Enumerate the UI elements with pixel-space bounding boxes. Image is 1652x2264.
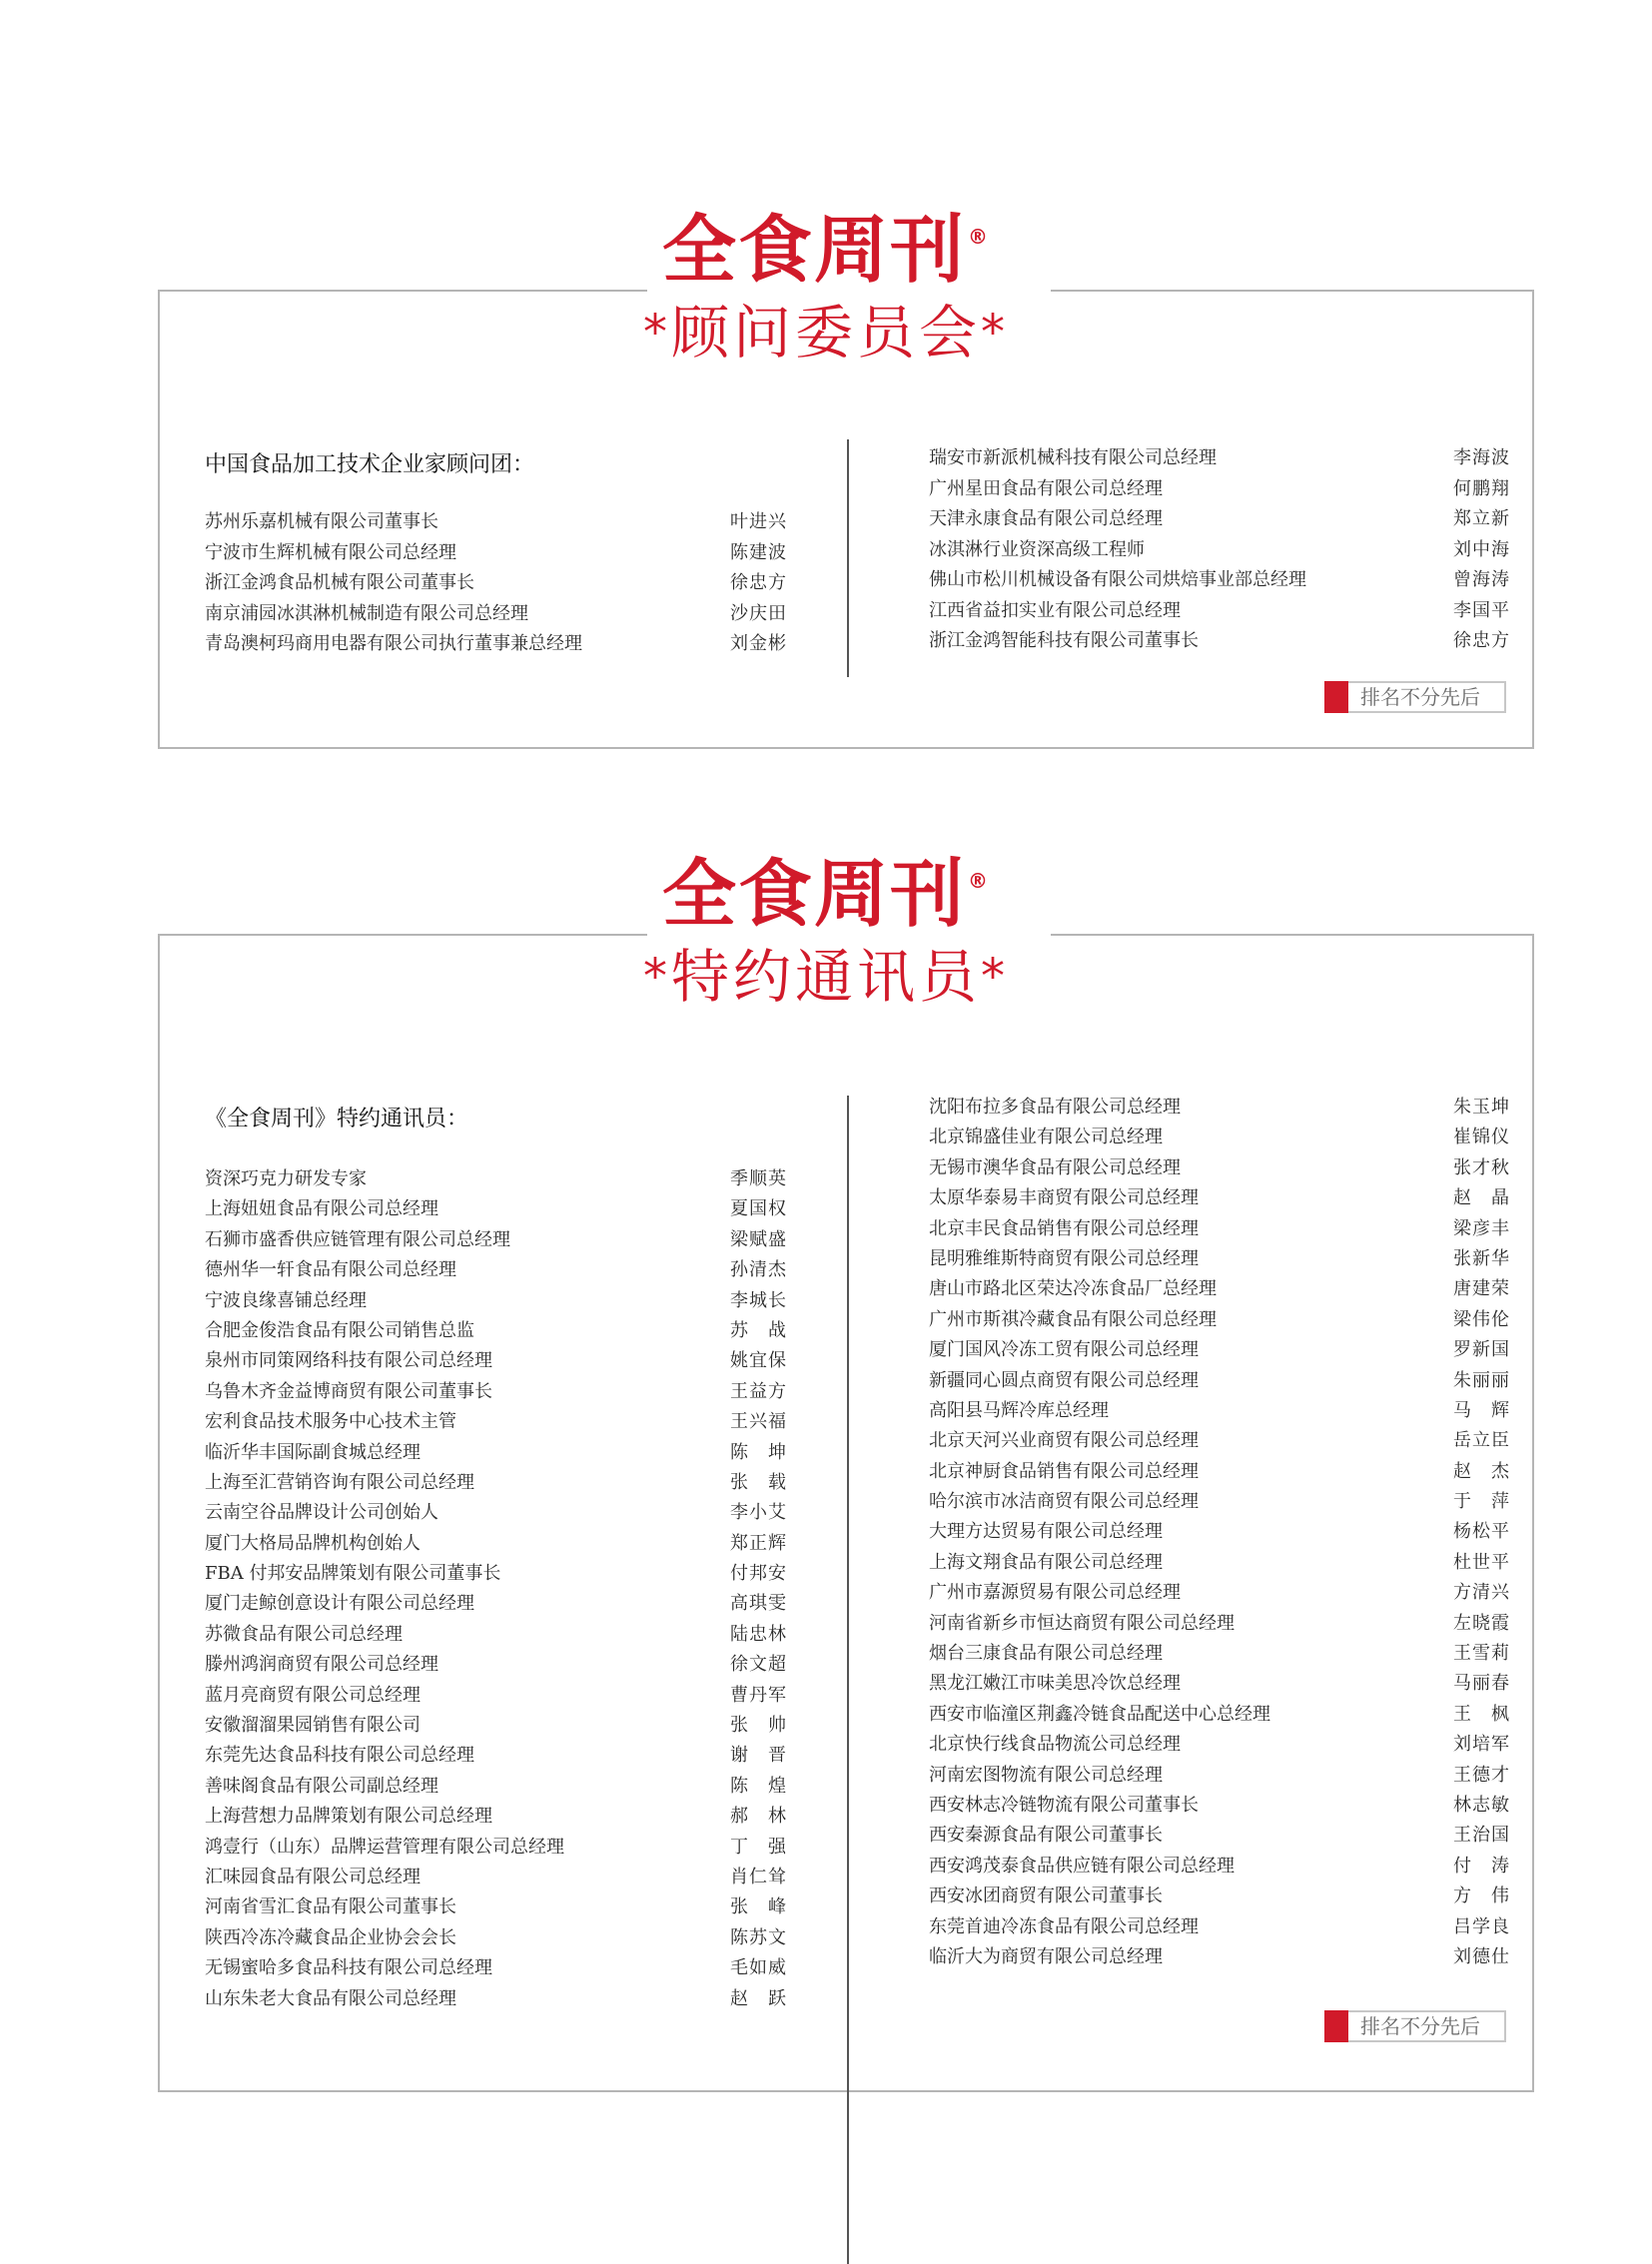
list-item [929,1730,1510,1760]
list-item [205,1225,787,1255]
list-item [205,1650,787,1680]
member-name: 季顺英 [730,1168,787,1189]
member-name: 李小艾 [730,1502,787,1524]
member-organization: 无锡蜜哈多食品科技有限公司总经理 [205,1957,492,1979]
member-organization: 沈阳布拉多食品有限公司总经理 [929,1097,1181,1118]
member-name: 罗新国 [1453,1339,1510,1361]
list-item [205,1164,787,1194]
member-organization: 滕州鸿润商贸有限公司总经理 [205,1654,438,1676]
member-organization: 上海营想力品牌策划有限公司总经理 [205,1806,492,1828]
member-list-right [929,443,1510,657]
list-item [205,1620,787,1650]
member-organization: 西安秦源食品有限公司董事长 [929,1825,1163,1847]
list-item [205,1953,787,1983]
star-icon: * [981,305,1009,361]
member-name: 付邦安 [730,1563,787,1585]
member-organization: 陕西冷冻冷藏食品企业协会会长 [205,1926,456,1948]
section-subtitle: *顾问委员会* [642,299,1009,367]
list-item [205,568,787,599]
member-name: 徐文超 [730,1654,787,1676]
list-item [205,1498,787,1528]
list-item [929,1761,1510,1791]
member-organization: 鸿壹行（山东）品牌运营管理有限公司总经理 [205,1836,564,1858]
member-name: 王益方 [730,1380,787,1402]
member-organization: 南京浦园冰淇淋机械制造有限公司总经理 [205,602,528,624]
registered-mark: ® [968,869,990,893]
member-name: 杜世平 [1453,1551,1510,1573]
member-organization: 安徽溜溜果园销售有限公司 [205,1715,420,1737]
list-item [929,565,1510,596]
brand-logo: 全食周刊 ® [662,851,990,938]
list-item [929,1335,1510,1365]
list-item [205,1923,787,1953]
member-organization: 昆明雅维斯特商贸有限公司总经理 [929,1247,1199,1269]
list-item [929,1639,1510,1669]
member-name: 张 帅 [730,1715,787,1737]
member-name: 崔锦仪 [1453,1127,1510,1148]
list-item [205,1407,787,1437]
list-item [205,1194,787,1224]
member-name: 郝 林 [730,1806,787,1828]
list-item [929,1852,1510,1882]
ranking-note-badge: 排名不分先后 [1324,681,1506,713]
list-item [929,1669,1510,1699]
member-name: 高琪雯 [730,1593,787,1615]
member-name: 曹丹军 [730,1684,787,1706]
member-organization: 蓝月亮商贸有限公司总经理 [205,1684,420,1706]
list-item [929,1821,1510,1851]
member-organization: 北京快行线食品物流公司总经理 [929,1734,1181,1756]
member-organization: 东莞首迪冷冻食品有限公司总经理 [929,1915,1199,1937]
list-item [205,507,787,538]
member-name: 杨松平 [1453,1521,1510,1543]
list-item [205,1468,787,1498]
group-title: 《全食周刊》特约通讯员： [205,1107,469,1132]
member-name: 赵 晶 [1453,1187,1510,1209]
member-name: 刘培军 [1453,1734,1510,1756]
group-title: 中国食品加工技术企业家顾问团： [205,452,535,477]
member-organization: 广州市嘉源贸易有限公司总经理 [929,1582,1181,1604]
member-name: 肖仁耸 [730,1866,787,1887]
list-item [929,1244,1510,1274]
member-name: 王德才 [1453,1764,1510,1786]
member-organization: 北京天河兴业商贸有限公司总经理 [929,1430,1199,1452]
member-organization: 北京丰民食品销售有限公司总经理 [929,1217,1199,1239]
list-item [929,1457,1510,1487]
member-organization: 泉州市同策网络科技有限公司总经理 [205,1350,492,1372]
list-item [929,1882,1510,1911]
star-icon: * [642,949,671,1005]
member-name: 王治国 [1453,1825,1510,1847]
member-name: 方清兴 [1453,1582,1510,1604]
list-item [929,474,1510,505]
member-organization: 北京神厨食品销售有限公司总经理 [929,1460,1199,1482]
member-organization: 青岛澳柯玛商用电器有限公司执行董事兼总经理 [205,633,582,654]
advisory-committee-section [0,190,1652,749]
list-item [205,538,787,569]
member-organization: 浙江金鸿食品机械有限公司董事长 [205,572,474,593]
member-organization: 唐山市路北区荣达冷冻食品厂总经理 [929,1278,1217,1300]
star-icon: * [981,949,1009,1005]
list-item [929,1305,1510,1335]
list-item [205,1559,787,1589]
list-item [205,1741,787,1771]
brand-logo: 全食周刊 ® [662,207,990,294]
list-item [205,1833,787,1863]
member-organization: 宁波市生辉机械有限公司总经理 [205,541,456,563]
member-name: 徐忠方 [1453,630,1510,651]
member-name: 何鹏翔 [1453,477,1510,499]
member-name: 梁赋盛 [730,1228,787,1250]
list-item [929,1578,1510,1608]
list-item [205,1681,787,1711]
member-name: 李海波 [1453,447,1510,468]
member-name: 孙清杰 [730,1259,787,1281]
member-organization: 厦门走鲸创意设计有限公司总经理 [205,1593,474,1615]
list-item [205,1316,787,1346]
member-organization: 云南空谷品牌设计公司创始人 [205,1502,438,1524]
member-organization: 江西省益扣实业有限公司总经理 [929,599,1181,621]
red-bar [1324,2010,1348,2042]
list-item [205,1529,787,1559]
list-item [205,1711,787,1741]
member-organization: 河南省新乡市恒达商贸有限公司总经理 [929,1612,1235,1634]
ranking-note-badge: 排名不分先后 [1324,2010,1506,2042]
member-organization: 临沂华丰国际副食城总经理 [205,1441,420,1463]
member-organization: 乌鲁木齐金益博商贸有限公司董事长 [205,1380,492,1402]
list-item [205,1286,787,1316]
member-name: 沙庆田 [730,602,787,624]
member-name: 毛如威 [730,1957,787,1979]
member-organization: 广州市斯祺冷藏食品有限公司总经理 [929,1308,1217,1330]
list-item [929,1517,1510,1547]
member-name: 刘中海 [1453,538,1510,560]
member-organization: 上海文翔食品有限公司总经理 [929,1551,1163,1573]
member-name: 王兴福 [730,1411,787,1433]
member-name: 张才秋 [1453,1156,1510,1178]
list-item [929,626,1510,657]
member-name: 谢 晋 [730,1745,787,1767]
list-item [929,1609,1510,1639]
member-organization: 天津永康食品有限公司总经理 [929,508,1163,529]
member-organization: 善味阁食品有限公司副总经理 [205,1775,438,1797]
list-item [205,1255,787,1285]
member-organization: 山东朱老大食品有限公司总经理 [205,1987,456,2009]
member-name: 左晓霞 [1453,1612,1510,1634]
member-name: 朱玉坤 [1453,1097,1510,1118]
list-item [929,1214,1510,1244]
list-item [205,1772,787,1802]
member-organization: 黑龙江嫩江市味美思冷饮总经理 [929,1673,1181,1695]
member-organization: 上海至汇营销咨询有限公司总经理 [205,1471,474,1493]
registered-mark: ® [968,225,990,249]
list-item [205,1438,787,1468]
member-name: 曾海涛 [1453,569,1510,590]
member-name: 陈 坤 [730,1441,787,1463]
member-organization: 西安林志冷链物流有限公司董事长 [929,1794,1199,1816]
member-organization: 资深巧克力研发专家 [205,1168,367,1189]
member-name: 朱丽丽 [1453,1369,1510,1391]
member-organization: 东莞先达食品科技有限公司总经理 [205,1745,474,1767]
list-item [205,599,787,630]
member-organization: 德州华一轩食品有限公司总经理 [205,1259,456,1281]
member-name: 林志敏 [1453,1794,1510,1816]
list-item [929,1700,1510,1730]
member-name: 夏国权 [730,1198,787,1220]
member-list-left [205,1164,787,2014]
list-item [929,1912,1510,1942]
member-organization: 汇味园食品有限公司总经理 [205,1866,420,1887]
member-organization: 上海妞妞食品有限公司总经理 [205,1198,438,1220]
list-item [929,596,1510,627]
member-name: 陈苏文 [730,1926,787,1948]
list-item [929,1366,1510,1396]
list-item [929,1183,1510,1213]
member-organization: 厦门大格局品牌机构创始人 [205,1532,420,1554]
member-name: 岳立臣 [1453,1430,1510,1452]
member-organization: 西安市临潼区荆鑫冷链食品配送中心总经理 [929,1703,1270,1725]
list-item [929,535,1510,566]
member-organization: 佛山市松川机械设备有限公司烘焙事业部总经理 [929,569,1306,590]
member-organization: 宁波良缘喜铺总经理 [205,1289,367,1311]
member-name: 徐忠方 [730,572,787,593]
member-name: 张 峰 [730,1896,787,1918]
list-item [205,1589,787,1619]
member-name: 王雪莉 [1453,1643,1510,1665]
list-item [205,1802,787,1832]
member-organization: FBA 付邦安品牌策划有限公司董事长 [205,1563,501,1585]
member-organization: 太原华泰易丰商贸有限公司总经理 [929,1187,1199,1209]
member-name: 方 伟 [1453,1886,1510,1907]
list-item [205,629,787,660]
section-subtitle: *特约通讯员* [642,943,1009,1011]
member-name: 李城长 [730,1289,787,1311]
member-name: 刘金彬 [730,633,787,654]
member-name: 马 辉 [1453,1399,1510,1421]
star-icon: * [642,305,671,361]
member-name: 姚宜保 [730,1350,787,1372]
list-item [929,1548,1510,1578]
red-bar [1324,681,1348,713]
member-organization: 厦门国风冷冻工贸有限公司总经理 [929,1339,1199,1361]
member-name: 郑立新 [1453,508,1510,529]
member-organization: 无锡市澳华食品有限公司总经理 [929,1156,1181,1178]
member-organization: 合肥金俊浩食品有限公司销售总监 [205,1319,474,1341]
list-item [929,1942,1510,1972]
member-organization: 高阳县马辉冷库总经理 [929,1399,1109,1421]
member-organization: 河南省雪汇食品有限公司董事长 [205,1896,456,1918]
list-item [205,1346,787,1376]
column-divider [847,439,849,677]
member-name: 赵 杰 [1453,1460,1510,1482]
member-organization: 冰淇淋行业资深高级工程师 [929,538,1145,560]
member-name: 苏 战 [730,1319,787,1341]
member-organization: 石狮市盛香供应链管理有限公司总经理 [205,1228,510,1250]
member-name: 叶进兴 [730,511,787,532]
list-item [205,1863,787,1892]
list-item [929,1123,1510,1152]
list-item [929,443,1510,474]
column-divider [847,1096,849,2264]
member-name: 唐建荣 [1453,1278,1510,1300]
member-list-left [205,507,787,660]
member-organization: 广州星田食品有限公司总经理 [929,477,1163,499]
member-organization: 西安冰团商贸有限公司董事长 [929,1886,1163,1907]
member-name: 陈 煌 [730,1775,787,1797]
member-name: 李国平 [1453,599,1510,621]
member-organization: 大理方达贸易有限公司总经理 [929,1521,1163,1543]
member-organization: 西安鸿茂泰食品供应链有限公司总经理 [929,1855,1235,1877]
list-item [929,1487,1510,1517]
member-organization: 河南宏图物流有限公司总经理 [929,1764,1163,1786]
member-name: 陆忠林 [730,1623,787,1645]
member-name: 赵 跃 [730,1987,787,2009]
member-organization: 烟台三康食品有限公司总经理 [929,1643,1163,1665]
list-item [929,1791,1510,1821]
member-list-right [929,1093,1510,1972]
member-name: 付 涛 [1453,1855,1510,1877]
member-name: 梁彦丰 [1453,1217,1510,1239]
member-organization: 苏州乐嘉机械有限公司董事长 [205,511,438,532]
list-item [929,1153,1510,1183]
member-name: 马丽春 [1453,1673,1510,1695]
member-name: 刘德仕 [1453,1945,1510,1967]
member-name: 丁 强 [730,1836,787,1858]
member-organization: 新疆同心圆点商贸有限公司总经理 [929,1369,1199,1391]
member-organization: 哈尔滨市冰洁商贸有限公司总经理 [929,1491,1199,1513]
list-item [929,1396,1510,1426]
list-item [205,1377,787,1407]
member-organization: 苏微食品有限公司总经理 [205,1623,403,1645]
list-item [205,1984,787,2014]
member-organization: 瑞安市新派机械科技有限公司总经理 [929,447,1217,468]
member-name: 梁伟伦 [1453,1308,1510,1330]
member-name: 张新华 [1453,1247,1510,1269]
member-name: 王 枫 [1453,1703,1510,1725]
member-organization: 临沂大为商贸有限公司总经理 [929,1945,1163,1967]
list-item [929,1274,1510,1304]
list-item [205,1892,787,1922]
list-item [929,1426,1510,1456]
member-name: 郑正辉 [730,1532,787,1554]
member-name: 于 萍 [1453,1491,1510,1513]
member-name: 陈建波 [730,541,787,563]
member-name: 吕学良 [1453,1915,1510,1937]
list-item [929,504,1510,535]
member-organization: 浙江金鸿智能科技有限公司董事长 [929,630,1199,651]
member-name: 张 载 [730,1471,787,1493]
list-item [929,1093,1510,1123]
member-organization: 宏利食品技术服务中心技术主管 [205,1411,456,1433]
member-organization: 北京锦盛佳业有限公司总经理 [929,1127,1163,1148]
correspondents-section [0,834,1652,2092]
